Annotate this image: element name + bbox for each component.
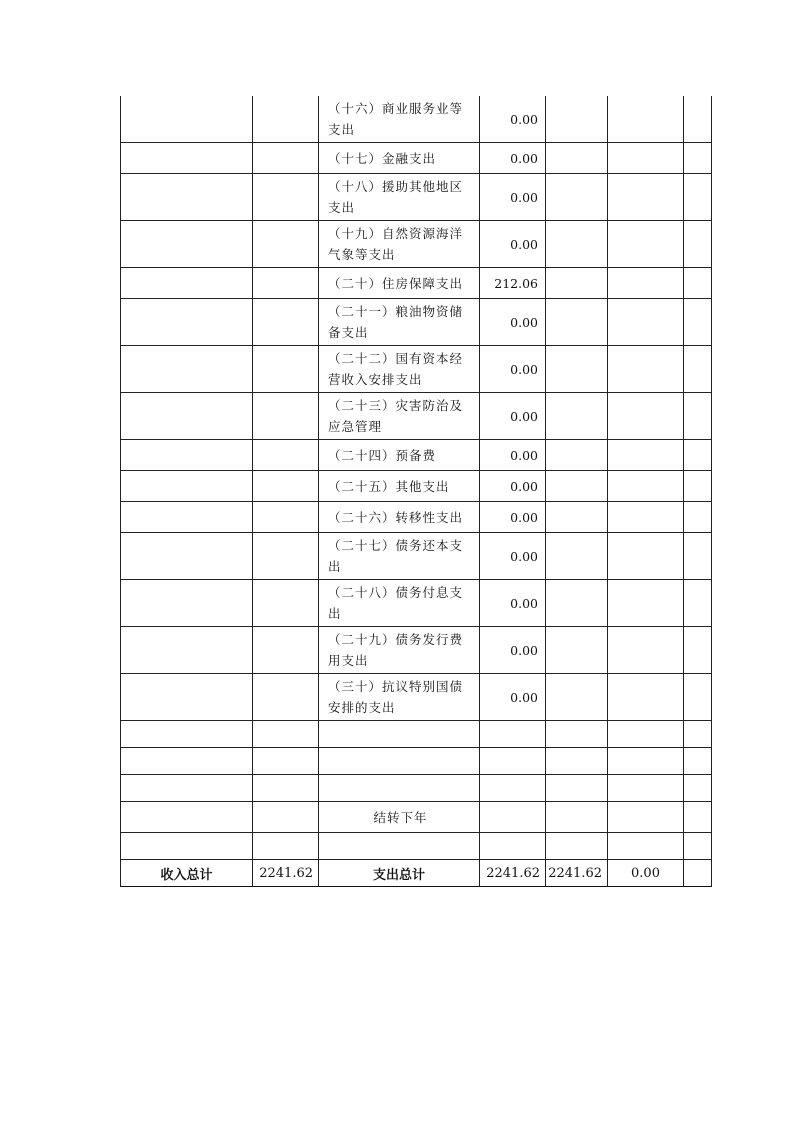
expense-amount: 0.00	[480, 393, 546, 440]
general-budget-total: 2241.62	[546, 860, 608, 887]
expense-item: （十七）金融支出	[319, 143, 480, 174]
expense-amount: 212.06	[480, 268, 546, 299]
table-row	[121, 174, 712, 221]
table-row	[121, 393, 712, 440]
expense-item: （二十八）债务付息支出	[319, 580, 480, 627]
expense-amount: 0.00	[480, 580, 546, 627]
empty-row	[121, 748, 712, 775]
expense-amount: 0.00	[480, 533, 546, 580]
expense-item: （二十七）债务还本支出	[319, 533, 480, 580]
expense-item: （二十四）预备费	[319, 440, 480, 471]
table-row	[121, 533, 712, 580]
expense-item: （二十一）粮油物资储备支出	[319, 299, 480, 346]
table-row	[121, 471, 712, 502]
fund-budget-cell	[608, 96, 684, 143]
expense-amount: 0.00	[480, 221, 546, 268]
table-row	[121, 580, 712, 627]
expense-item: （十九）自然资源海洋气象等支出	[319, 221, 480, 268]
expense-amount: 0.00	[480, 627, 546, 674]
expense-item: （二十三）灾害防治及应急管理	[319, 393, 480, 440]
table-row	[121, 440, 712, 471]
expense-amount: 0.00	[480, 174, 546, 221]
fund-budget-total: 0.00	[608, 860, 684, 887]
table-row	[121, 221, 712, 268]
income-total-amount: 2241.62	[253, 860, 319, 887]
expense-amount: 0.00	[480, 674, 546, 721]
expense-amount: 0.00	[480, 346, 546, 393]
carry-forward-row	[121, 802, 712, 833]
table-row	[121, 502, 712, 533]
table-row	[121, 143, 712, 174]
expense-item: （三十）抗议特别国债安排的支出	[319, 674, 480, 721]
table-row	[121, 299, 712, 346]
empty-row	[121, 721, 712, 748]
expense-amount: 0.00	[480, 96, 546, 143]
table-row	[121, 346, 712, 393]
empty-row	[121, 833, 712, 860]
expense-item: （十六）商业服务业等支出	[319, 96, 480, 143]
table-row	[121, 627, 712, 674]
expense-amount: 0.00	[480, 502, 546, 533]
extra-cell	[684, 96, 712, 143]
table-row	[121, 674, 712, 721]
general-budget-cell	[546, 96, 608, 143]
expense-amount: 0.00	[480, 471, 546, 502]
carry-forward-label: 结转下年	[319, 802, 480, 833]
totals-row	[121, 860, 712, 887]
expense-item: （二十九）债务发行费用支出	[319, 627, 480, 674]
expense-amount: 0.00	[480, 143, 546, 174]
expense-item: （十八）援助其他地区支出	[319, 174, 480, 221]
table-row	[121, 268, 712, 299]
expense-item: （二十二）国有资本经营收入安排支出	[319, 346, 480, 393]
expense-item: （二十五）其他支出	[319, 471, 480, 502]
budget-table	[120, 96, 712, 887]
table-row	[121, 96, 712, 143]
empty-row	[121, 775, 712, 802]
expense-amount: 0.00	[480, 299, 546, 346]
income-item-cell	[121, 96, 253, 143]
income-amount-cell	[253, 96, 319, 143]
expense-item: （二十六）转移性支出	[319, 502, 480, 533]
expense-amount: 0.00	[480, 440, 546, 471]
expense-total-label: 支出总计	[319, 860, 480, 887]
income-total-label: 收入总计	[121, 860, 253, 887]
expense-item: （二十）住房保障支出	[319, 268, 480, 299]
expense-total-amount: 2241.62	[480, 860, 546, 887]
